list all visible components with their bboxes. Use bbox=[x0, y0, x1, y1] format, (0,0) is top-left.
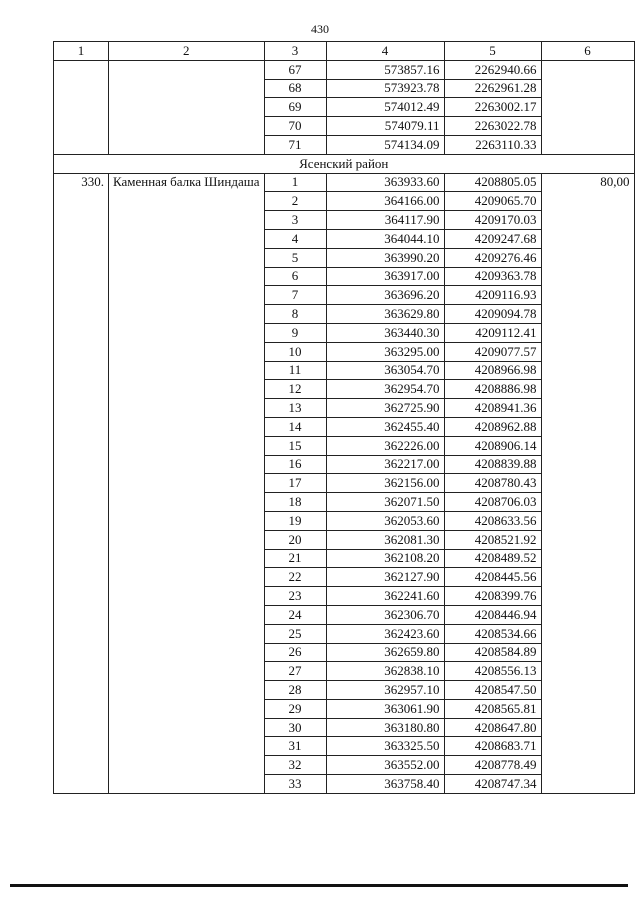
continued-name-cell bbox=[109, 60, 265, 154]
coord-x: 574079.11 bbox=[326, 117, 444, 136]
header-col-5: 5 bbox=[444, 42, 541, 61]
point-number: 22 bbox=[264, 568, 326, 587]
coord-x: 573923.78 bbox=[326, 79, 444, 98]
coord-x: 363629.80 bbox=[326, 305, 444, 324]
coord-x: 362081.30 bbox=[326, 530, 444, 549]
coord-x: 574012.49 bbox=[326, 98, 444, 117]
point-number: 67 bbox=[264, 60, 326, 79]
point-number: 29 bbox=[264, 699, 326, 718]
coord-x: 363758.40 bbox=[326, 775, 444, 794]
coord-y: 4209247.68 bbox=[444, 229, 541, 248]
point-number: 32 bbox=[264, 756, 326, 775]
point-number: 5 bbox=[264, 248, 326, 267]
coord-y: 2263110.33 bbox=[444, 135, 541, 154]
page-number: 430 bbox=[311, 22, 329, 36]
point-number: 10 bbox=[264, 342, 326, 361]
coord-y: 4208941.36 bbox=[444, 399, 541, 418]
coord-x: 362659.80 bbox=[326, 643, 444, 662]
point-number: 16 bbox=[264, 455, 326, 474]
coord-x: 363325.50 bbox=[326, 737, 444, 756]
coord-x: 362423.60 bbox=[326, 624, 444, 643]
coord-x: 363990.20 bbox=[326, 248, 444, 267]
coord-y: 4208906.14 bbox=[444, 436, 541, 455]
coord-y: 4208683.71 bbox=[444, 737, 541, 756]
point-number: 2 bbox=[264, 192, 326, 211]
header-col-3: 3 bbox=[264, 42, 326, 61]
point-number: 26 bbox=[264, 643, 326, 662]
coord-x: 362108.20 bbox=[326, 549, 444, 568]
coord-y: 4209112.41 bbox=[444, 323, 541, 342]
coord-x: 362156.00 bbox=[326, 474, 444, 493]
point-number: 18 bbox=[264, 493, 326, 512]
continued-number-cell bbox=[54, 60, 109, 154]
point-number: 8 bbox=[264, 305, 326, 324]
coord-x: 362053.60 bbox=[326, 511, 444, 530]
coord-y: 4208778.49 bbox=[444, 756, 541, 775]
coord-y: 2263002.17 bbox=[444, 98, 541, 117]
header-col-6: 6 bbox=[541, 42, 634, 61]
point-number: 20 bbox=[264, 530, 326, 549]
point-number: 71 bbox=[264, 135, 326, 154]
point-number: 68 bbox=[264, 79, 326, 98]
point-number: 12 bbox=[264, 380, 326, 399]
entry-number: 330. bbox=[54, 173, 109, 793]
coord-x: 363933.60 bbox=[326, 173, 444, 192]
coord-x: 362306.70 bbox=[326, 605, 444, 624]
coord-y: 4208633.56 bbox=[444, 511, 541, 530]
point-number: 7 bbox=[264, 286, 326, 305]
coord-y: 2262940.66 bbox=[444, 60, 541, 79]
coord-x: 362838.10 bbox=[326, 662, 444, 681]
point-number: 25 bbox=[264, 624, 326, 643]
point-number: 6 bbox=[264, 267, 326, 286]
coord-y: 4208446.94 bbox=[444, 605, 541, 624]
entry-area: 80,00 bbox=[541, 173, 634, 793]
coord-y: 4208780.43 bbox=[444, 474, 541, 493]
point-number: 1 bbox=[264, 173, 326, 192]
entry-name: Каменная балка Шиндаша bbox=[109, 173, 265, 793]
coord-x: 362217.00 bbox=[326, 455, 444, 474]
coord-y: 4209116.93 bbox=[444, 286, 541, 305]
point-number: 9 bbox=[264, 323, 326, 342]
point-number: 19 bbox=[264, 511, 326, 530]
point-number: 24 bbox=[264, 605, 326, 624]
point-number: 14 bbox=[264, 417, 326, 436]
coord-x: 363295.00 bbox=[326, 342, 444, 361]
coord-y: 4208706.03 bbox=[444, 493, 541, 512]
table-body bbox=[54, 42, 635, 794]
coord-x: 364166.00 bbox=[326, 192, 444, 211]
coord-y: 4208584.89 bbox=[444, 643, 541, 662]
coord-y: 4208556.13 bbox=[444, 662, 541, 681]
coord-y: 2262961.28 bbox=[444, 79, 541, 98]
district-heading: Ясенский район bbox=[54, 154, 635, 173]
coord-y: 4208886.98 bbox=[444, 380, 541, 399]
coord-x: 363061.90 bbox=[326, 699, 444, 718]
coord-y: 4208962.88 bbox=[444, 417, 541, 436]
coord-y: 4208565.81 bbox=[444, 699, 541, 718]
header-row bbox=[54, 42, 635, 61]
coord-y: 4209276.46 bbox=[444, 248, 541, 267]
coord-y: 4208966.98 bbox=[444, 361, 541, 380]
coord-x: 362241.60 bbox=[326, 587, 444, 606]
bottom-rule bbox=[10, 884, 628, 887]
point-number: 4 bbox=[264, 229, 326, 248]
header-col-4: 4 bbox=[326, 42, 444, 61]
coord-y: 4209077.57 bbox=[444, 342, 541, 361]
coord-y: 4208521.92 bbox=[444, 530, 541, 549]
coord-y: 4208489.52 bbox=[444, 549, 541, 568]
coord-x: 364044.10 bbox=[326, 229, 444, 248]
coord-x: 362127.90 bbox=[326, 568, 444, 587]
point-number: 15 bbox=[264, 436, 326, 455]
coord-x: 362957.10 bbox=[326, 681, 444, 700]
coord-y: 4209170.03 bbox=[444, 211, 541, 230]
coord-y: 4208534.66 bbox=[444, 624, 541, 643]
point-number: 69 bbox=[264, 98, 326, 117]
coord-x: 364117.90 bbox=[326, 211, 444, 230]
point-number: 3 bbox=[264, 211, 326, 230]
point-number: 70 bbox=[264, 117, 326, 136]
coord-x: 362071.50 bbox=[326, 493, 444, 512]
coord-y: 4208647.80 bbox=[444, 718, 541, 737]
coord-y: 4209065.70 bbox=[444, 192, 541, 211]
point-number: 21 bbox=[264, 549, 326, 568]
table-row bbox=[54, 173, 635, 192]
coord-y: 4209363.78 bbox=[444, 267, 541, 286]
coord-y: 4208547.50 bbox=[444, 681, 541, 700]
coord-y: 2263022.78 bbox=[444, 117, 541, 136]
district-row bbox=[54, 154, 635, 173]
point-number: 13 bbox=[264, 399, 326, 418]
coord-x: 573857.16 bbox=[326, 60, 444, 79]
point-number: 28 bbox=[264, 681, 326, 700]
coord-x: 362725.90 bbox=[326, 399, 444, 418]
coord-x: 362455.40 bbox=[326, 417, 444, 436]
coord-x: 362226.00 bbox=[326, 436, 444, 455]
header-col-1: 1 bbox=[54, 42, 109, 61]
coordinates-table bbox=[53, 41, 635, 794]
coord-x: 363917.00 bbox=[326, 267, 444, 286]
coord-x: 363696.20 bbox=[326, 286, 444, 305]
point-number: 17 bbox=[264, 474, 326, 493]
table-row bbox=[54, 60, 635, 79]
point-number: 11 bbox=[264, 361, 326, 380]
coord-x: 362954.70 bbox=[326, 380, 444, 399]
coord-y: 4209094.78 bbox=[444, 305, 541, 324]
point-number: 30 bbox=[264, 718, 326, 737]
coord-y: 4208805.05 bbox=[444, 173, 541, 192]
coord-x: 574134.09 bbox=[326, 135, 444, 154]
continued-area-cell bbox=[541, 60, 634, 154]
point-number: 27 bbox=[264, 662, 326, 681]
coord-x: 363440.30 bbox=[326, 323, 444, 342]
point-number: 33 bbox=[264, 775, 326, 794]
coord-y: 4208747.34 bbox=[444, 775, 541, 794]
coord-y: 4208445.56 bbox=[444, 568, 541, 587]
header-col-2: 2 bbox=[109, 42, 265, 61]
coord-x: 363054.70 bbox=[326, 361, 444, 380]
point-number: 31 bbox=[264, 737, 326, 756]
coord-x: 363180.80 bbox=[326, 718, 444, 737]
coord-x: 363552.00 bbox=[326, 756, 444, 775]
coord-y: 4208839.88 bbox=[444, 455, 541, 474]
point-number: 23 bbox=[264, 587, 326, 606]
coord-y: 4208399.76 bbox=[444, 587, 541, 606]
